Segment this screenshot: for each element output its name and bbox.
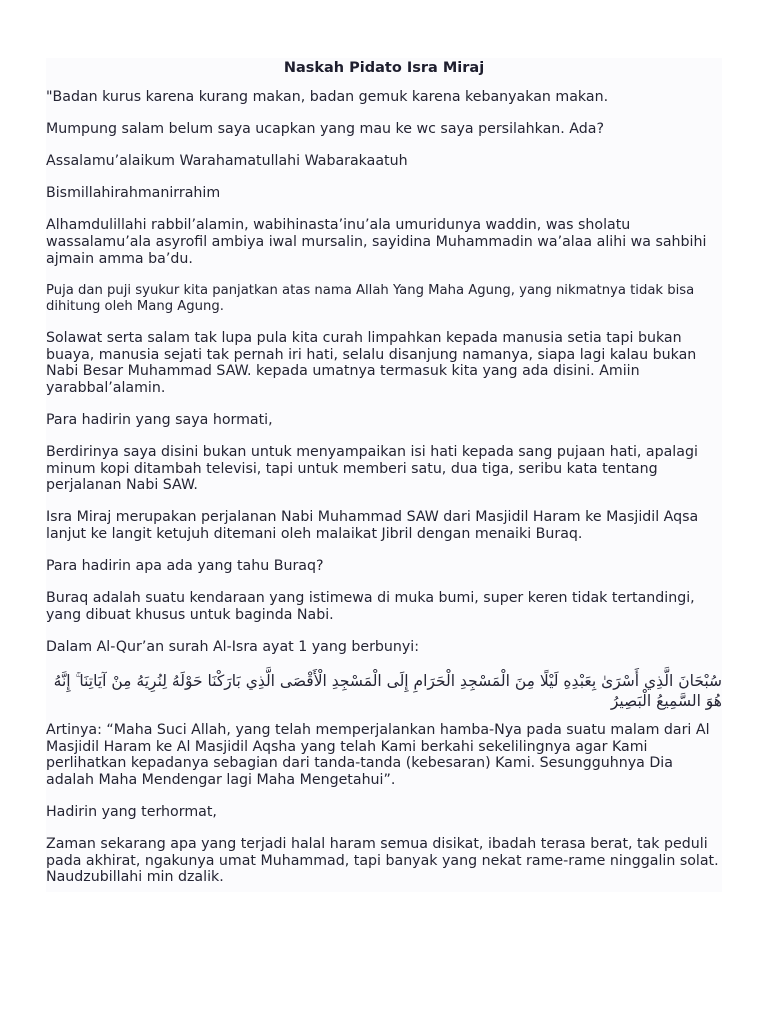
paragraph-arabic-verse: سُبْحَانَ الَّذِي أَسْرَىٰ بِعَبْدِهِ لَيْلًا مِنَ الْمَسْجِدِ الْحَرَامِ إِلَى الْمَسْجِدِ الْأَقْصَى الَّذِي بَارَكْنَا حَوْلَهُ لِنُرِيَهُ مِنْ آيَاتِنَا ۚ إِنَّهُ هُوَ السَّمِيعُ الْبَصِيرُ: [53, 671, 722, 710]
paragraph-salam: Assalamu’alaikum Warahamatullahi Wabarakaatuh: [46, 153, 408, 170]
paragraph-honored-audience: Hadirin yang terhormat,: [46, 803, 217, 820]
paragraph-opening-quote: "Badan kurus karena kurang makan, badan gemuk karena kebanyakan makan.: [46, 89, 609, 105]
paragraph-hamdalah: Alhamdulillahi rabbil’alamin, wabihinasta’inu’ala umuridunya waddin, was sholatu wassalamu’ala asyrofil ambiya iwal mursalin, sayidina Muhammadin wa’alaa alihi wa sahbihi ajmain amma ba’du.: [46, 217, 707, 267]
paragraph-praise: Puja dan puji syukur kita panjatkan atas nama Allah Yang Maha Agung, yang nikmatnya tidak bisa dihitung oleh Mang Agung.: [46, 282, 695, 314]
paragraph-buraq-description: Buraq adalah suatu kendaraan yang istimewa di muka bumi, super keren tidak tertandingi, yang dibuat khusus untuk baginda Nabi.: [46, 590, 695, 623]
paragraph-translation: Artinya: “Maha Suci Allah, yang telah memperjalankan hamba-Nya pada suatu malam dari Al Masjidil Haram ke Al Masjidil Aqsha yang telah Kami berkahi sekelilingnya agar Kami perlihatkan kepadanya sebagian dari tanda-tanda (kebesaran) Kami. Sesungguhnya Dia adalah Maha Mendengar lagi Maha Mengetahui”.: [46, 721, 710, 788]
paragraph-isra-miraj: Isra Miraj merupakan perjalanan Nabi Muhammad SAW dari Masjidil Haram ke Masjidil Aqsa lanjut ke langit ketujuh ditemani oleh malaikat Jibril dengan menaiki Buraq.: [46, 509, 699, 542]
paragraph-basmalah: Bismillahirahmanirrahim: [46, 185, 221, 202]
paragraph-audience-greeting: Para hadirin yang saya hormati,: [46, 412, 273, 429]
paragraph-solawat: Solawat serta salam tak lupa pula kita curah limpahkan kepada manusia setia tapi bukan buaya, manusia sejati tak pernah iri hati, selalu disanjung namanya, siapa lagi kalau bukan Nabi Besar Muhammad SAW. kepada umatnya termasuk kita yang ada disini. Amiin yarabbal’alamin.: [46, 330, 697, 396]
paragraph-closing: Zaman sekarang apa yang terjadi halal haram semua disikat, ibadah terasa berat, tak peduli pada akhirat, ngakunya umat Muhammad, tapi banyak yang nekat rame-rame ninggalin solat. Naudzubillahi min dzalik.: [46, 835, 719, 886]
paragraph-buraq-question: Para hadirin apa ada yang tahu Buraq?: [46, 558, 324, 575]
paragraph-quran-intro: Dalam Al-Qur’an surah Al-Isra ayat 1 yang berbunyi:: [46, 638, 420, 655]
document-body: [46, 58, 722, 892]
paragraph-purpose: Berdirinya saya disini bukan untuk menyampaikan isi hati kepada sang pujaan hati, apalagi minum kopi ditambah televisi, tapi untuk memberi satu, dua tiga, seribu kata tentang perjalanan Nabi SAW.: [46, 444, 698, 494]
paragraph-invitation: Mumpung salam belum saya ucapkan yang mau ke wc saya persilahkan. Ada?: [46, 121, 604, 138]
document-title: Naskah Pidato Isra Miraj: [283, 60, 485, 76]
